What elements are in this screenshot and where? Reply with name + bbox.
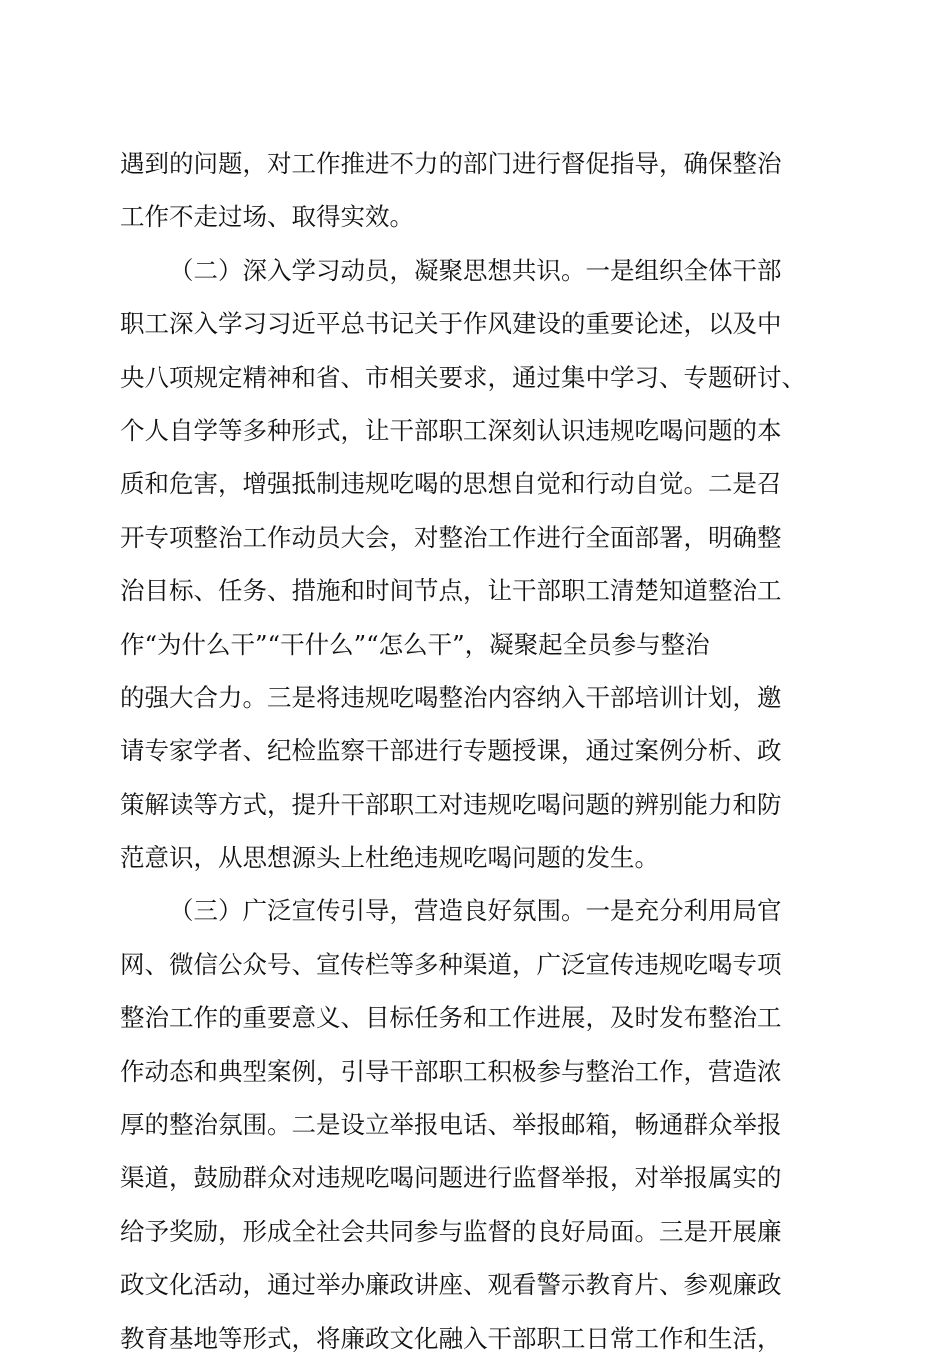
text-line: 请专家学者、纪检监察干部进行专题授课，通过案例分析、政	[120, 736, 782, 766]
text-line: 教育基地等形式，将廉政文化融入干部职工日常工作和生活，	[120, 1323, 782, 1353]
text-line: 工作不走过场、取得实效。	[120, 202, 414, 232]
text-line: 作“为什么干”“干什么”“怎么干”，凝聚起全员参与整治	[120, 629, 710, 659]
text-line: 作动态和典型案例，引导干部职工积极参与整治工作，营造浓	[120, 1056, 782, 1086]
section-heading-line: （三）广泛宣传引导，营造良好氛围。一是充分利用局官	[169, 896, 782, 926]
section-heading-line: （二）深入学习动员，凝聚思想共识。一是组织全体干部	[169, 255, 782, 285]
document-body	[120, 137, 830, 1365]
text-line: 遇到的问题，对工作推进不力的部门进行督促指导，确保整治	[120, 149, 782, 178]
text-line: 个人自学等多种形式，让干部职工深刻认识违规吃喝问题的本	[120, 415, 782, 445]
text-line: 厚的整治氛围。二是设立举报电话、举报邮箱，畅通群众举报	[120, 1110, 782, 1140]
text-line: 策解读等方式，提升干部职工对违规吃喝问题的辨别能力和防	[120, 789, 782, 819]
text-line: 政文化活动，通过举办廉政讲座、观看警示教育片、参观廉政	[120, 1270, 782, 1300]
text-line: 开专项整治工作动员大会，对整治工作进行全面部署，明确整	[120, 522, 782, 552]
text-line: 整治工作的重要意义、目标任务和工作进展，及时发布整治工	[120, 1003, 782, 1033]
text-line: 给予奖励，形成全社会共同参与监督的良好局面。三是开展廉	[120, 1216, 782, 1246]
text-line: 央八项规定精神和省、市相关要求，通过集中学习、专题研讨、	[120, 362, 806, 392]
section-heading: （三）广泛宣传引导，营造良好氛围。	[169, 896, 586, 926]
text-line: 职工深入学习习近平总书记关于作风建设的重要论述，以及中	[120, 309, 782, 339]
text-line: 网、微信公众号、宣传栏等多种渠道，广泛宣传违规吃喝专项	[120, 949, 782, 979]
text-line: 的强大合力。三是将违规吃喝整治内容纳入干部培训计划，邀	[120, 682, 782, 712]
section-heading: （二）深入学习动员，凝聚思想共识。	[169, 255, 586, 285]
text-line: 质和危害，增强抵制违规吃喝的思想自觉和行动自觉。二是召	[120, 469, 782, 499]
text-line: 范意识，从思想源头上杜绝违规吃喝问题的发生。	[120, 843, 659, 873]
text-line: 治目标、任务、措施和时间节点，让干部职工清楚知道整治工	[120, 576, 782, 606]
text-line: 渠道，鼓励群众对违规吃喝问题进行监督举报，对举报属实的	[120, 1163, 782, 1193]
